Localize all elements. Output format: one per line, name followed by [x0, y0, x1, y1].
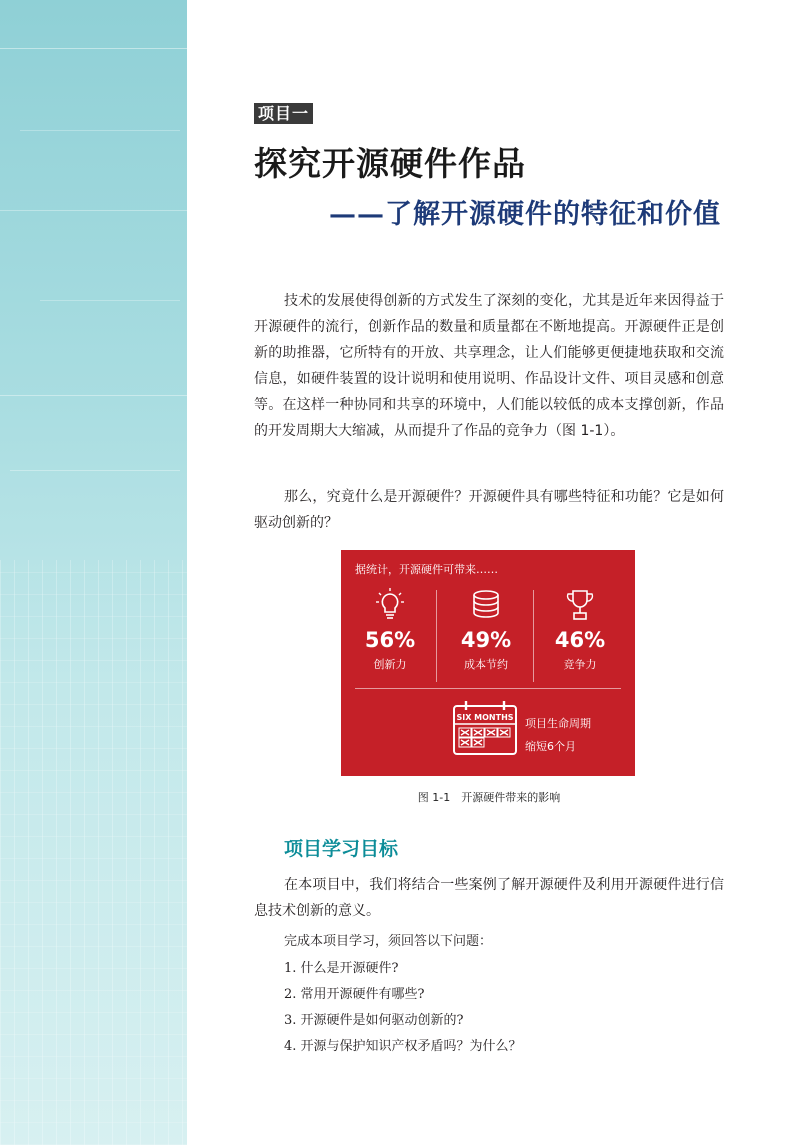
- lifecycle-text: [525, 712, 591, 758]
- calendar-label: SIX MONTHS: [456, 713, 514, 722]
- infographic-figure: [341, 550, 635, 776]
- list-item: 1. 什么是开源硬件?: [284, 961, 399, 976]
- coins-icon: [437, 588, 535, 622]
- list-item: 2. 常用开源硬件有哪些?: [284, 987, 425, 1002]
- stat-value: 49%: [460, 628, 512, 652]
- stat-label: 成本节约: [464, 658, 508, 671]
- page-title: 探究开源硬件作品: [254, 144, 526, 183]
- stat-label: 竞争力: [563, 658, 597, 671]
- section-heading: 项目学习目标: [284, 838, 399, 860]
- list-item: 4. 开源与保护知识产权矛盾吗？为什么？: [284, 1039, 522, 1054]
- question-list: [284, 956, 522, 1060]
- trophy-icon: [531, 588, 629, 622]
- question-intro: 完成本项目学习，须回答以下问题：: [284, 934, 493, 949]
- stat-value: 56%: [364, 628, 416, 652]
- lightbulb-icon: [341, 588, 439, 622]
- stat-value: 46%: [554, 628, 606, 652]
- figure-caption: 图 1-1 开源硬件带来的影响: [417, 791, 561, 804]
- list-item: 3. 开源硬件是如何驱动创新的?: [284, 1013, 464, 1028]
- stat-innovation: [341, 588, 439, 672]
- question-paragraph: 那么，究竟什么是开源硬件？开源硬件具有哪些特征和功能？它是如何驱动创新的？: [254, 489, 724, 531]
- stat-label: 创新力: [373, 658, 407, 671]
- project-label: 项目一: [254, 103, 313, 124]
- intro-paragraph: 技术的发展使得创新的方式发生了深刻的变化，尤其是近年来因得益于开源硬件的流行，创新作品的数量和质量都在不断地提高。开源硬件正是创新的助推器，它所特有的开放、共享理念，让人们能够更便捷地获取和交流信息，如硬件装置的设计说明和使用说明、作品设计文件、项目灵感和创意等。在这样一种协同和共享的环境中，人们能以较低的成本支撑创新，作品的开发周期大大缩减，从而提升了作品的竞争力（图 1-1）。: [254, 293, 724, 439]
- lifecycle-line2: 缩短6个月: [525, 740, 576, 753]
- stat-cost-saving: [437, 588, 535, 672]
- calendar-icon: [452, 700, 518, 760]
- stat-competitiveness: [531, 588, 629, 672]
- figure-heading: 据统计，开源硬件可带来……: [355, 563, 498, 576]
- decorative-side-band: [0, 0, 187, 1145]
- page-subtitle: ——了解开源硬件的特征和价值: [329, 199, 721, 230]
- objectives-paragraph: 在本项目中，我们将结合一些案例了解开源硬件及利用开源硬件进行信息技术创新的意义。: [254, 877, 724, 919]
- lifecycle-line1: 项目生命周期: [525, 717, 591, 730]
